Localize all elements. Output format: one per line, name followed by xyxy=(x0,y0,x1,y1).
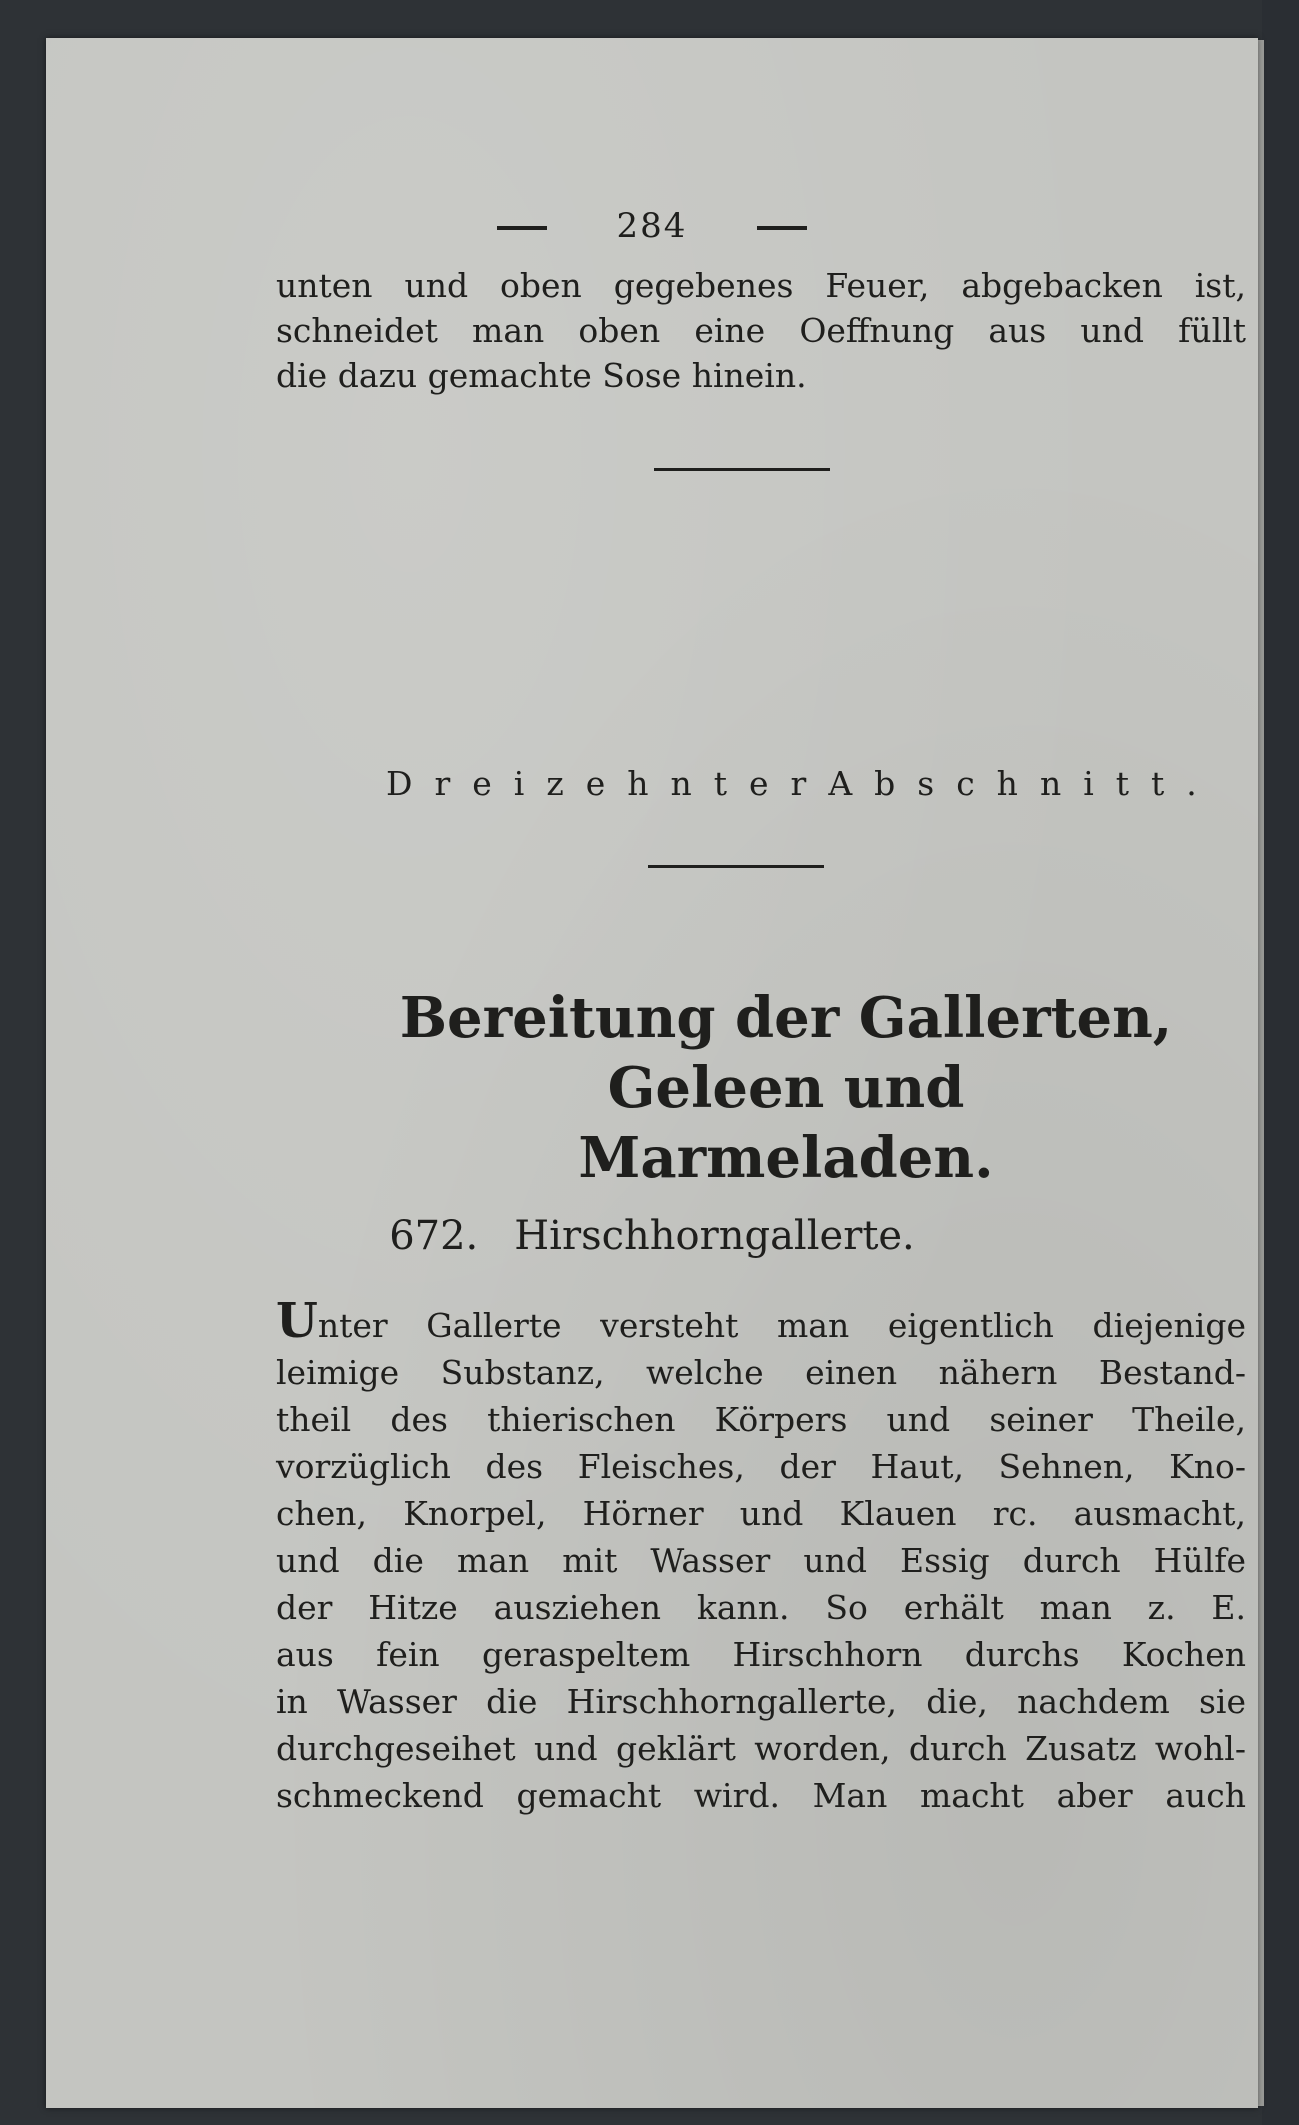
section-heading xyxy=(386,764,1219,803)
page-number: 284 xyxy=(616,206,688,246)
text-line: durchgeseihet und geklärt worden, durch Zusatz wohl- xyxy=(276,1729,1246,1768)
text-line: die dazu gemachte Sose hinein. xyxy=(276,356,807,395)
book-page xyxy=(46,38,1258,2108)
text-line: schneidet man oben eine Oeffnung aus und füllt xyxy=(276,311,1246,350)
text-line: unten und oben gegebenes Feuer, abgebacken ist, xyxy=(276,266,1246,305)
chapter-title xyxy=(316,983,1256,1193)
divider-rule xyxy=(648,865,824,868)
text-line: vorzüglich des Fleisches, der Haut, Sehnen, Kno- xyxy=(276,1447,1246,1486)
text-line: theil des thierischen Körpers und seiner Theile, xyxy=(276,1400,1246,1439)
section-word-label: Abschnitt. xyxy=(828,764,1219,803)
continuation-paragraph xyxy=(276,263,1246,398)
section-word-ordinal: Dreizehnter xyxy=(386,764,829,803)
text-line: schmeckend gemacht wird. Man macht aber auch xyxy=(276,1776,1246,1815)
text-line: in Wasser die Hirschhorngallerte, die, nachdem sie xyxy=(276,1682,1246,1721)
recipe-number: 672. xyxy=(389,1213,479,1259)
recipe-paragraph xyxy=(276,1293,1246,1819)
chapter-title-line: Marmeladen. xyxy=(578,1125,994,1191)
page-header xyxy=(46,206,1258,246)
text-line: chen, Knorpel, Hörner und Klauen rc. ausmacht, xyxy=(276,1494,1246,1533)
chapter-title-line: Bereitung der Gallerten, Geleen und xyxy=(399,985,1173,1121)
text-line: und die man mit Wasser und Essig durch Hülfe xyxy=(276,1541,1246,1580)
text-line: leimige Substanz, welche einen nähern Bestand- xyxy=(276,1353,1246,1392)
header-dash-left xyxy=(497,226,547,230)
drop-cap: U xyxy=(276,1293,318,1349)
header-dash-right xyxy=(757,226,807,230)
backdrop xyxy=(1262,0,1299,2125)
recipe-heading xyxy=(46,1213,1258,1259)
recipe-title: Hirschhorngallerte. xyxy=(514,1213,915,1259)
text-line: Unter Gallerte versteht man eigentlich diejenige xyxy=(276,1293,1246,1349)
text-line: aus fein geraspeltem Hirschhorn durchs Kochen xyxy=(276,1635,1246,1674)
text-line: der Hitze ausziehen kann. So erhält man z. E. xyxy=(276,1588,1246,1627)
divider-rule xyxy=(654,468,830,471)
